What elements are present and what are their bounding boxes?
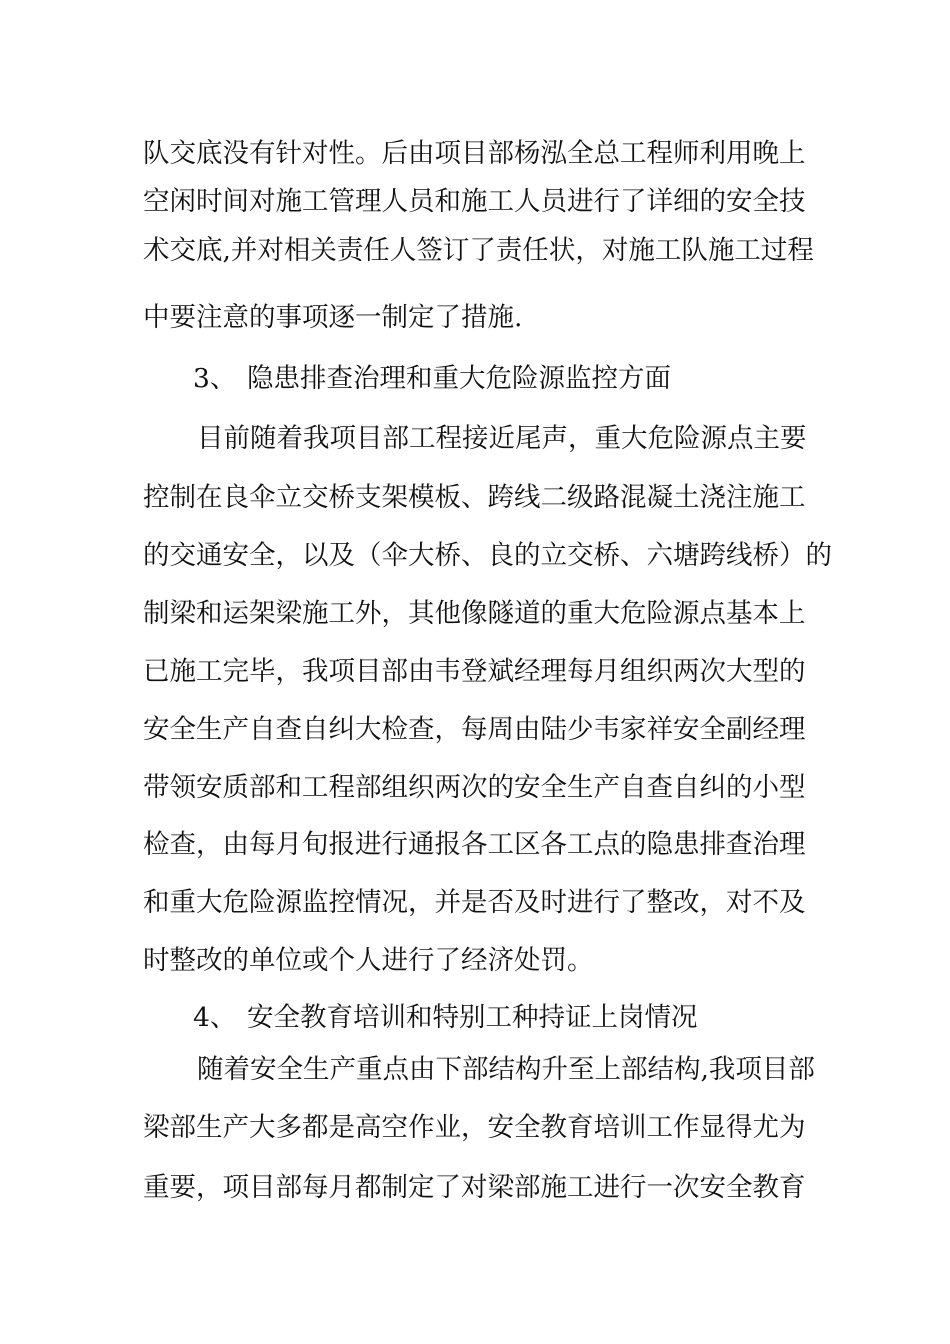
section-3-title: 隐患排查治理和重大危险源监控方面 xyxy=(247,363,671,394)
paragraph-line: 的交通安全，以及（伞大桥、良的立交桥、六塘跨线桥）的 xyxy=(143,540,832,571)
section-3-number: 3、 xyxy=(193,363,237,394)
paragraph-line: 控制在良伞立交桥支架模板、跨线二级路混凝土浇注施工 xyxy=(143,482,806,513)
section-4-title: 安全教育培训和特别工种持证上岗情况 xyxy=(247,1002,698,1033)
paragraph-line: 梁部生产大多都是高空作业，安全教育培训工作显得尤为 xyxy=(143,1112,806,1143)
paragraph-line: 检查，由每月旬报进行通报各工区各工点的隐患排查治理 xyxy=(143,829,806,860)
paragraph-line: 时整改的单位或个人进行了经济处罚。 xyxy=(143,945,594,976)
paragraph-line: 已施工完毕，我项目部由韦登斌经理每月组织两次大型的 xyxy=(143,656,806,687)
paragraph-line: 目前随着我项目部工程接近尾声，重大危险源点主要 xyxy=(197,423,807,454)
paragraph-line: 队交底没有针对性。后由项目部杨泓全总工程师利用晚上 xyxy=(143,138,806,169)
paragraph-line: 安全生产自查自纠大检查，每周由陆少韦家祥安全副经理 xyxy=(143,714,806,745)
paragraph-line: 空闲时间对施工管理人员和施工人员进行了详细的安全技 xyxy=(143,186,806,217)
paragraph-line: 重要，项目部每月都制定了对梁部施工进行一次安全教育 xyxy=(143,1172,806,1203)
paragraph-line: 制梁和运架梁施工外，其他像隧道的重大危险源点基本上 xyxy=(143,598,806,629)
paragraph-line: 带领安质部和工程部组织两次的安全生产自查自纠的小型 xyxy=(143,772,806,803)
paragraph-line: 和重大危险源监控情况，并是否及时进行了整改，对不及 xyxy=(143,887,806,918)
paragraph-line: 随着安全生产重点由下部结构升至上部结构,我项目部 xyxy=(197,1054,815,1085)
paragraph-line: 中要注意的事项逐一制定了措施. xyxy=(143,302,523,333)
section-4-number: 4、 xyxy=(193,1002,237,1033)
paragraph-line: 术交底,并对相关责任人签订了责任状，对施工队施工过程 xyxy=(143,235,814,266)
